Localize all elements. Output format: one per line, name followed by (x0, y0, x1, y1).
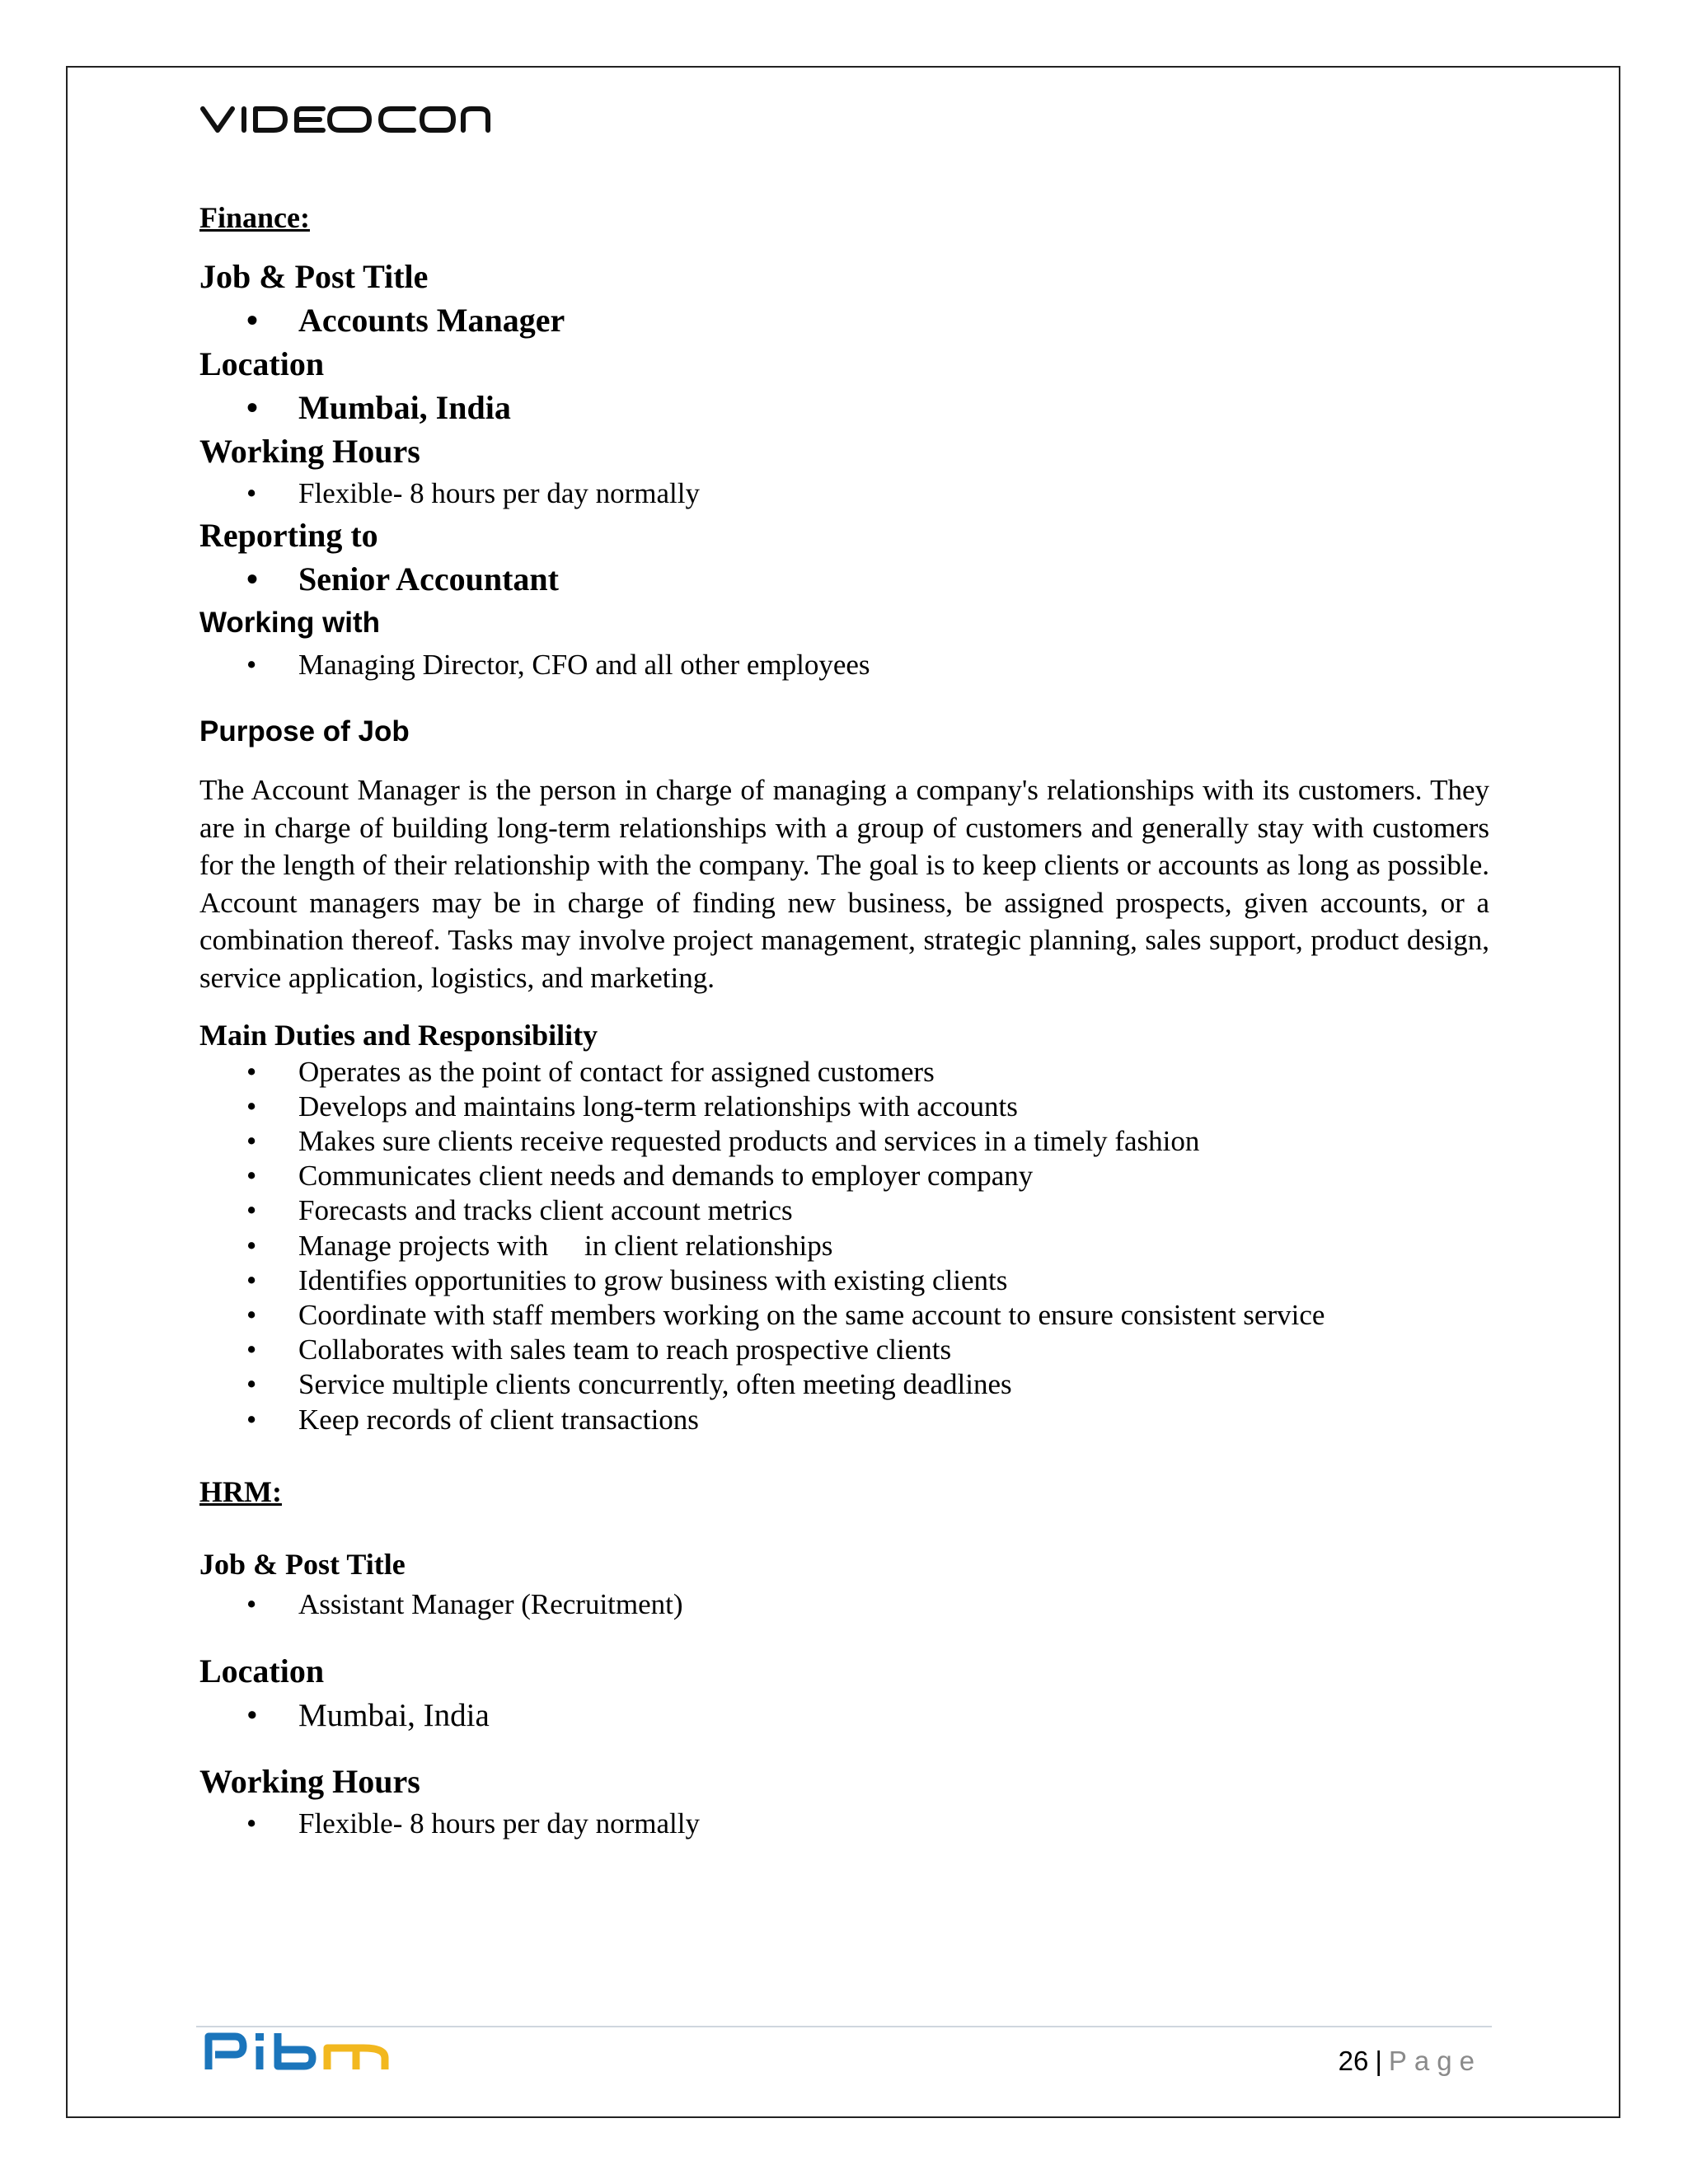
finance-location-heading: Location (199, 345, 325, 382)
duty-item: • Makes sure clients receive requested products and services in a timely fashion (199, 1124, 1489, 1159)
page-separator: | (1375, 2046, 1382, 2076)
finance-working-hours-heading: Working Hours (199, 433, 420, 470)
finance-working-hours: • Flexible- 8 hours per day normally (199, 473, 1489, 514)
hrm-job-title: • Assistant Manager (Recruitment) (199, 1584, 1489, 1625)
hrm-location-heading: Location (199, 1652, 325, 1690)
finance-purpose-heading: Purpose of Job (199, 715, 410, 748)
duty-item: • Keep records of client transactions (199, 1403, 1489, 1437)
finance-working-hours-list (199, 473, 1489, 514)
videocon-logo (199, 99, 492, 140)
duty-item: • Develops and maintains long-term relationships with accounts (199, 1090, 1489, 1124)
hrm-working-hours-list (199, 1803, 1489, 1844)
duty-item: • Forecasts and tracks client account metrics (199, 1193, 1489, 1228)
pibm-logo (202, 2030, 392, 2073)
finance-working-with: • Managing Director, CFO and all other employees (199, 644, 1489, 686)
footer-divider (196, 2026, 1492, 2027)
page-label: Page (1388, 2046, 1482, 2076)
hrm-job-title-heading: Job & Post Title (199, 1547, 406, 1581)
finance-job-title-list (199, 298, 1489, 343)
hrm-working-hours: • Flexible- 8 hours per day normally (199, 1803, 1489, 1844)
hrm-location-list (199, 1693, 1489, 1739)
finance-working-with-list (199, 644, 1489, 686)
finance-job-title: • Accounts Manager (199, 298, 1489, 343)
duty-item: • Operates as the point of contact for assigned customers (199, 1055, 1489, 1090)
hrm-job-title-list (199, 1584, 1489, 1625)
page-number-value: 26 (1338, 2046, 1369, 2076)
duty-item: • Service multiple clients concurrently, often meeting deadlines (199, 1367, 1489, 1402)
finance-reporting-list (199, 557, 1489, 602)
hrm-location: • Mumbai, India (199, 1693, 1489, 1739)
finance-purpose-text: The Account Manager is the person in charge of managing a company's relationships with its customers. They are in charge of building long-term relationships with a group of customers and generally stay with customers for the length of their relationship with the company. The goal is to keep clients or accounts as long as possible. Account managers may be in charge of finding new business, be assigned prospects, given accounts, or a combination thereof. Tasks may involve project management, strategic planning, sales support, product design, service application, logistics, and marketing. (199, 774, 1489, 994)
finance-duties-list (199, 1055, 1489, 1437)
hrm-section-title: HRM: (199, 1474, 282, 1508)
finance-working-with-heading: Working with (199, 607, 381, 639)
duty-item: • Communicates client needs and demands to employer company (199, 1159, 1489, 1193)
duty-item: • Coordinate with staff members working on the same account to ensure consistent service (199, 1298, 1489, 1333)
finance-location-list (199, 386, 1489, 430)
finance-location: • Mumbai, India (199, 386, 1489, 430)
hrm-working-hours-heading: Working Hours (199, 1762, 420, 1800)
duty-item: • Collaborates with sales team to reach prospective clients (199, 1333, 1489, 1367)
page-content (199, 198, 1489, 1844)
finance-job-title-heading: Job & Post Title (199, 258, 429, 295)
finance-section-title: Finance: (199, 201, 310, 234)
finance-duties-heading: Main Duties and Responsibility (199, 1018, 598, 1052)
finance-reporting-to: • Senior Accountant (199, 557, 1489, 602)
finance-reporting-heading: Reporting to (199, 517, 378, 554)
duty-item: • Manage projects with in client relationships (199, 1229, 1489, 1263)
duty-item: • Identifies opportunities to grow business with existing clients (199, 1263, 1489, 1298)
page-number (1339, 2046, 1482, 2077)
